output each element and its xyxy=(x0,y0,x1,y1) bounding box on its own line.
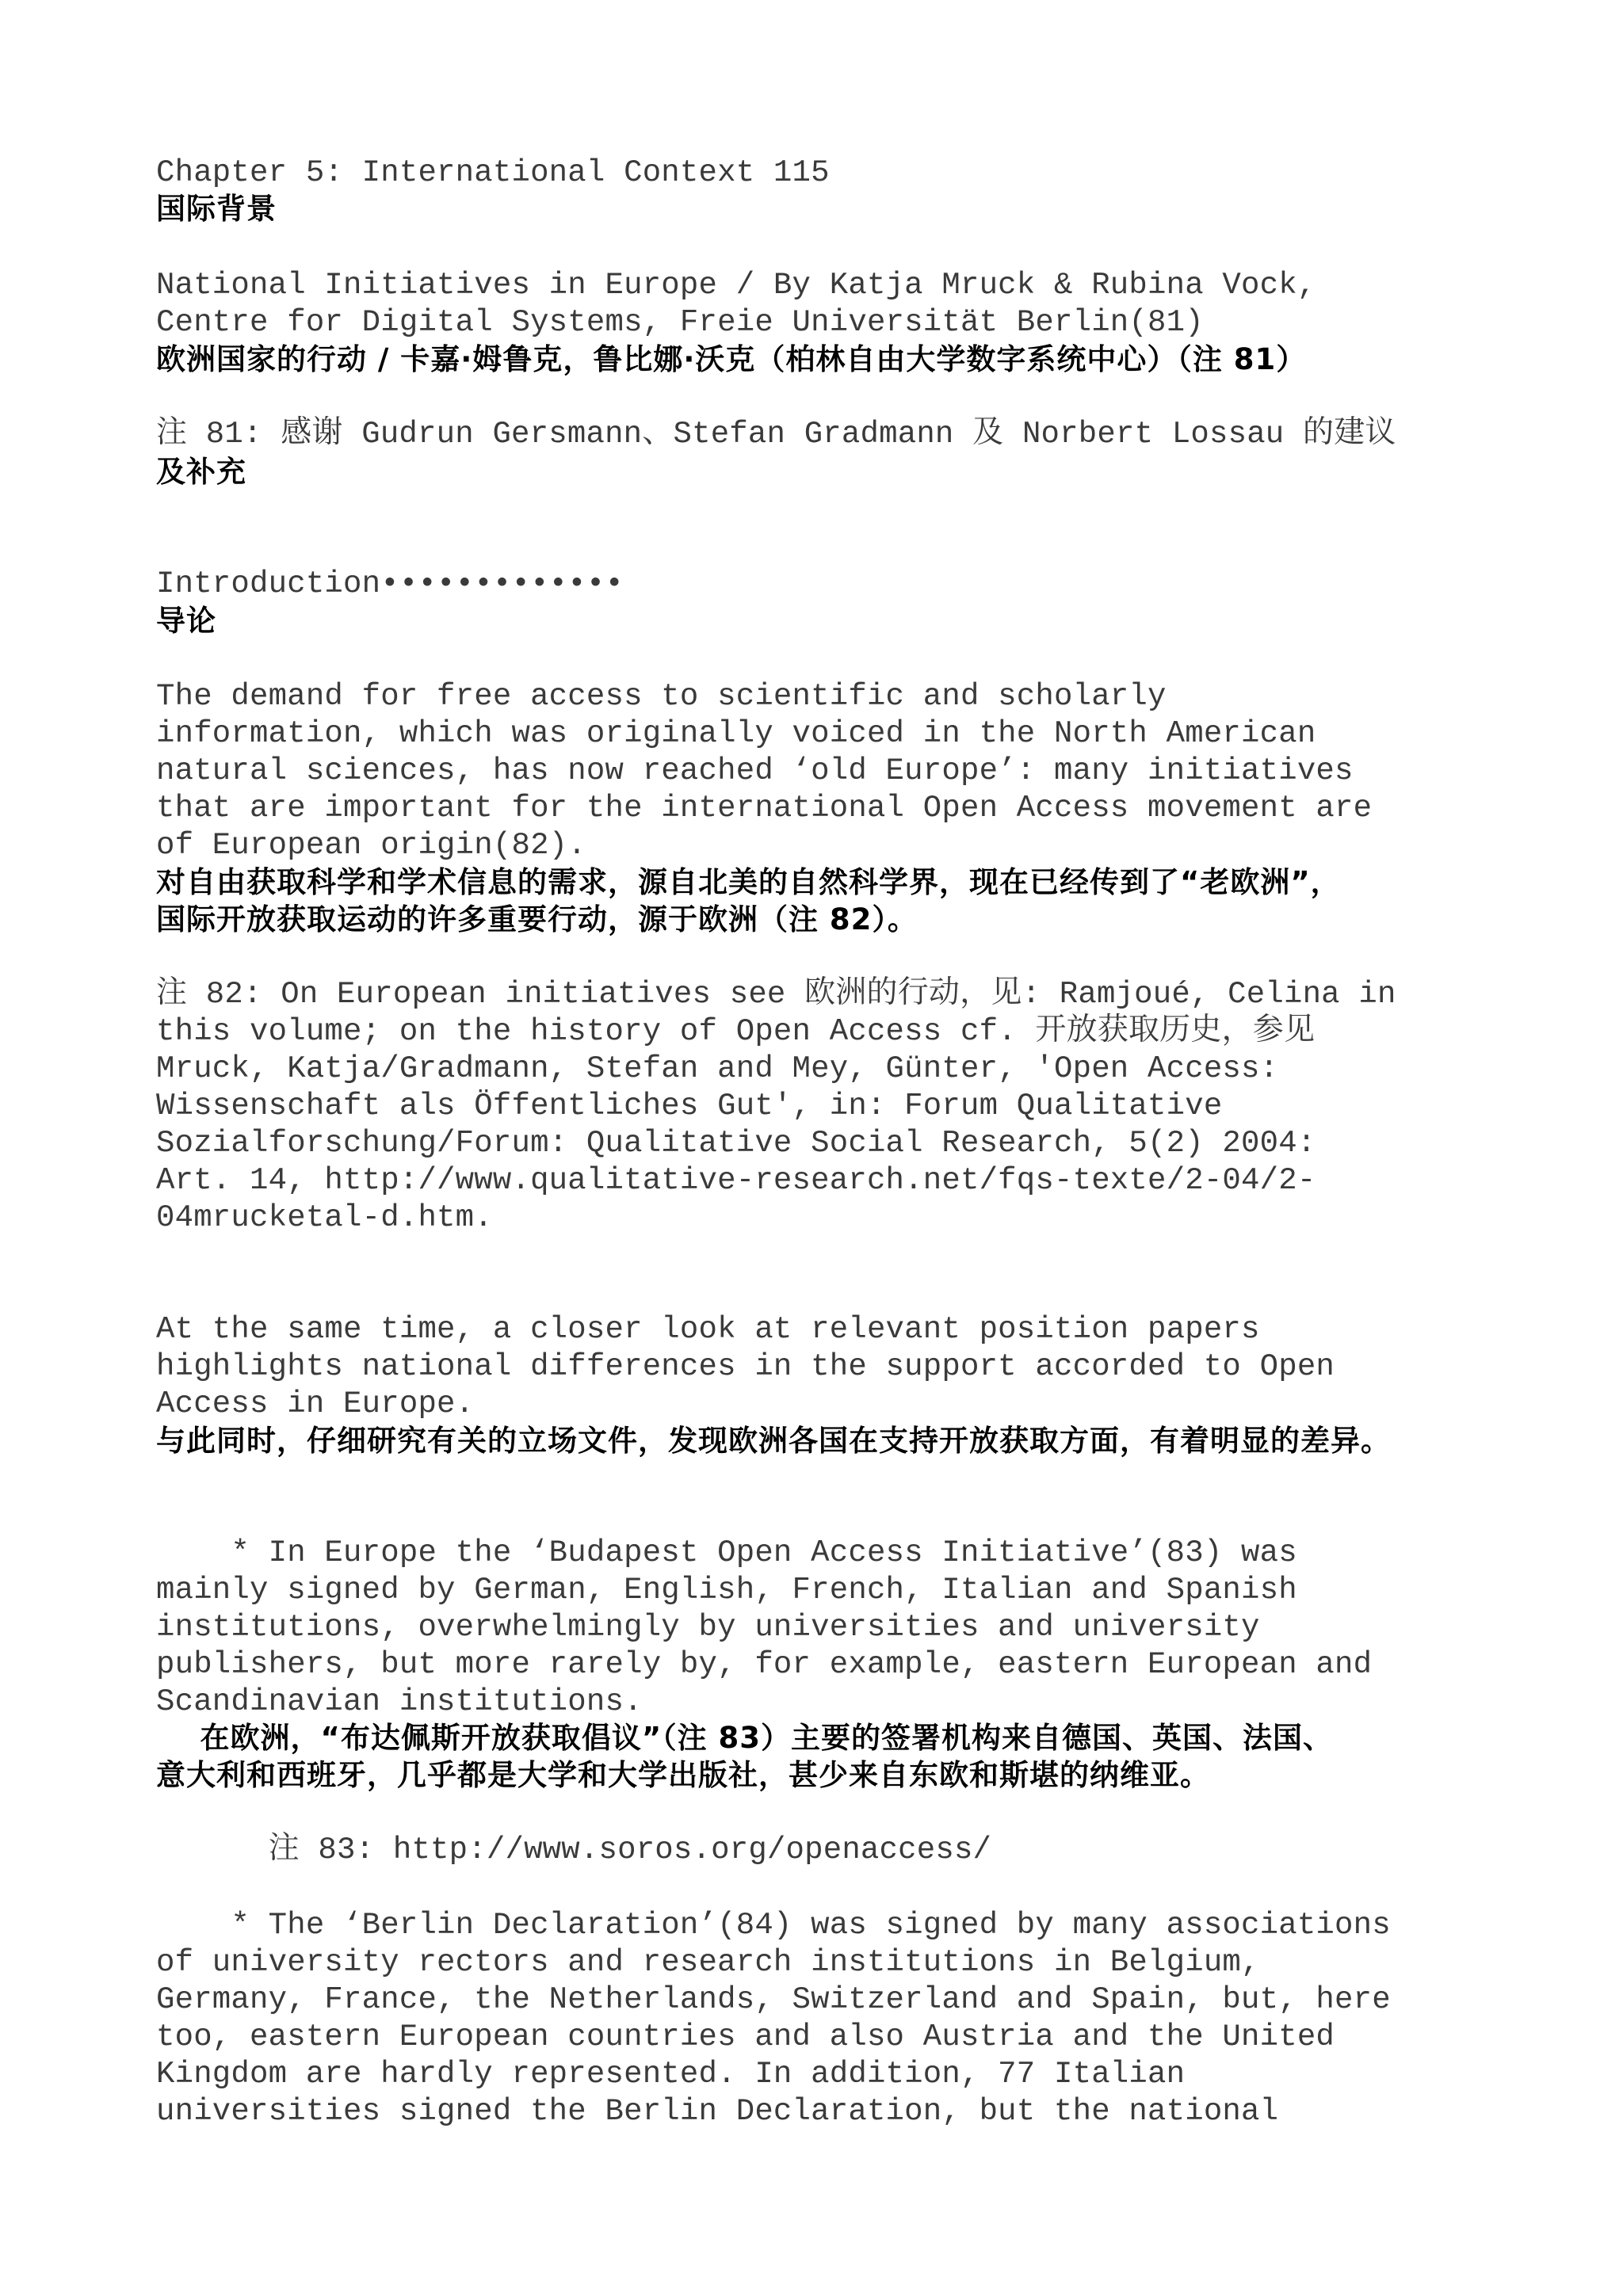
bullet-line: * In Europe the ‘Budapest Open Access Initiative’(83) was xyxy=(156,1535,1297,1570)
paragraph-line: At the same time, a closer look at relevant position papers xyxy=(156,1312,1260,1347)
footnote-81-line: 注 81: 感谢 Gudrun Gersmann、Stefan Gradmann 及 Norbert Lossau 的建议 xyxy=(156,417,1396,452)
paragraph-line: natural sciences, has now reached ‘old Europe’: many initiatives xyxy=(156,753,1354,788)
paragraph-line: The demand for free access to scientific and scholarly xyxy=(156,679,1167,714)
footnote-83: 注 83: http://www.soros.org/openaccess/ xyxy=(156,1833,992,1867)
paragraph-zh-line: 国际开放获取运动的许多重要行动，源于欧洲（注 82）。 xyxy=(156,902,918,936)
bullet-line: mainly signed by German, English, French, Italian and Spanish xyxy=(156,1573,1297,1608)
paragraph-line: of European origin(82). xyxy=(156,828,586,863)
footnote-82-line: 04mrucketal-d.htm. xyxy=(156,1200,493,1235)
footnote-82-line: Sozialforschung/Forum: Qualitative Social Research, 5(2) 2004: xyxy=(156,1126,1316,1161)
footnote-82-line: 注 82: On European initiatives see 欧洲的行动，见: Ramjoué, Celina in xyxy=(156,977,1396,1012)
article-title-line: National Initiatives in Europe / By Katja Mruck & Rubina Vock, xyxy=(156,268,1316,303)
bullet-line: Germany, France, the Netherlands, Switzerland and Spain, but, here xyxy=(156,1982,1391,2017)
footnote-82-line: Art. 14, http://www.qualitative-research.net/fqs-texte/2-04/2- xyxy=(156,1163,1316,1198)
bullet-line: publishers, but more rarely by, for example, eastern European and xyxy=(156,1647,1373,1682)
bullet-line: Kingdom are hardly represented. In addition, 77 Italian xyxy=(156,2057,1186,2092)
paragraph-zh-line: 与此同时，仔细研究有关的立场文件，发现欧洲各国在支持开放获取方面，有着明显的差异。 xyxy=(156,1424,1391,1458)
section-heading-introduction: Introduction••••••••••••• xyxy=(156,566,624,601)
bullet-line: too, eastern European countries and also Austria and the United xyxy=(156,2019,1335,2054)
article-title-line: Centre for Digital Systems, Freie Universität Berlin(81) xyxy=(156,305,1204,340)
footnote-82-line: this volume; on the history of Open Access cf. 开放获取历史，参见 xyxy=(156,1014,1316,1049)
paragraph-line: that are important for the international Open Access movement are xyxy=(156,791,1373,826)
paragraph-line: information, which was originally voiced in the North American xyxy=(156,716,1316,751)
bullet-line: universities signed the Berlin Declaration, but the national xyxy=(156,2094,1279,2129)
paragraph-line: highlights national differences in the support accorded to Open xyxy=(156,1349,1335,1384)
chapter-header: Chapter 5: International Context 115 xyxy=(156,155,830,190)
paragraph-zh-line: 对自由获取科学和学术信息的需求，源自北美的自然科学界，现在已经传到了“老欧洲”， xyxy=(156,865,1341,899)
article-title-zh: 欧洲国家的行动 / 卡嘉·姆鲁克，鲁比娜·沃克（柏林自由大学数字系统中心）（注 81） xyxy=(156,342,1307,376)
footnote-82-line: Mruck, Katja/Gradmann, Stefan and Mey, Günter, 'Open Access: xyxy=(156,1051,1279,1086)
bullet-line: institutions, overwhelmingly by universities and university xyxy=(156,1610,1260,1645)
footnote-82-line: Wissenschaft als Öffentliches Gut', in: Forum Qualitative xyxy=(156,1089,1223,1123)
bullet-line: * The ‘Berlin Declaration’(84) was signed by many associations xyxy=(156,1908,1391,1943)
bullet-zh-line: 在欧洲，“布达佩斯开放获取倡议”（注 83）主要的签署机构来自德国、英国、法国、 xyxy=(156,1721,1334,1755)
chapter-header-zh: 国际背景 xyxy=(156,192,277,226)
bullet-line: of university rectors and research institutions in Belgium, xyxy=(156,1945,1260,1980)
bullet-zh-line: 意大利和西班牙，几乎都是大学和大学出版社，甚少来自东欧和斯堪的纳维亚。 xyxy=(156,1758,1210,1792)
bullet-line: Scandinavian institutions. xyxy=(156,1684,643,1719)
footnote-81-line: 及补充 xyxy=(156,455,246,489)
paragraph-line: Access in Europe. xyxy=(156,1386,475,1421)
section-heading-introduction-zh: 导论 xyxy=(156,604,216,638)
